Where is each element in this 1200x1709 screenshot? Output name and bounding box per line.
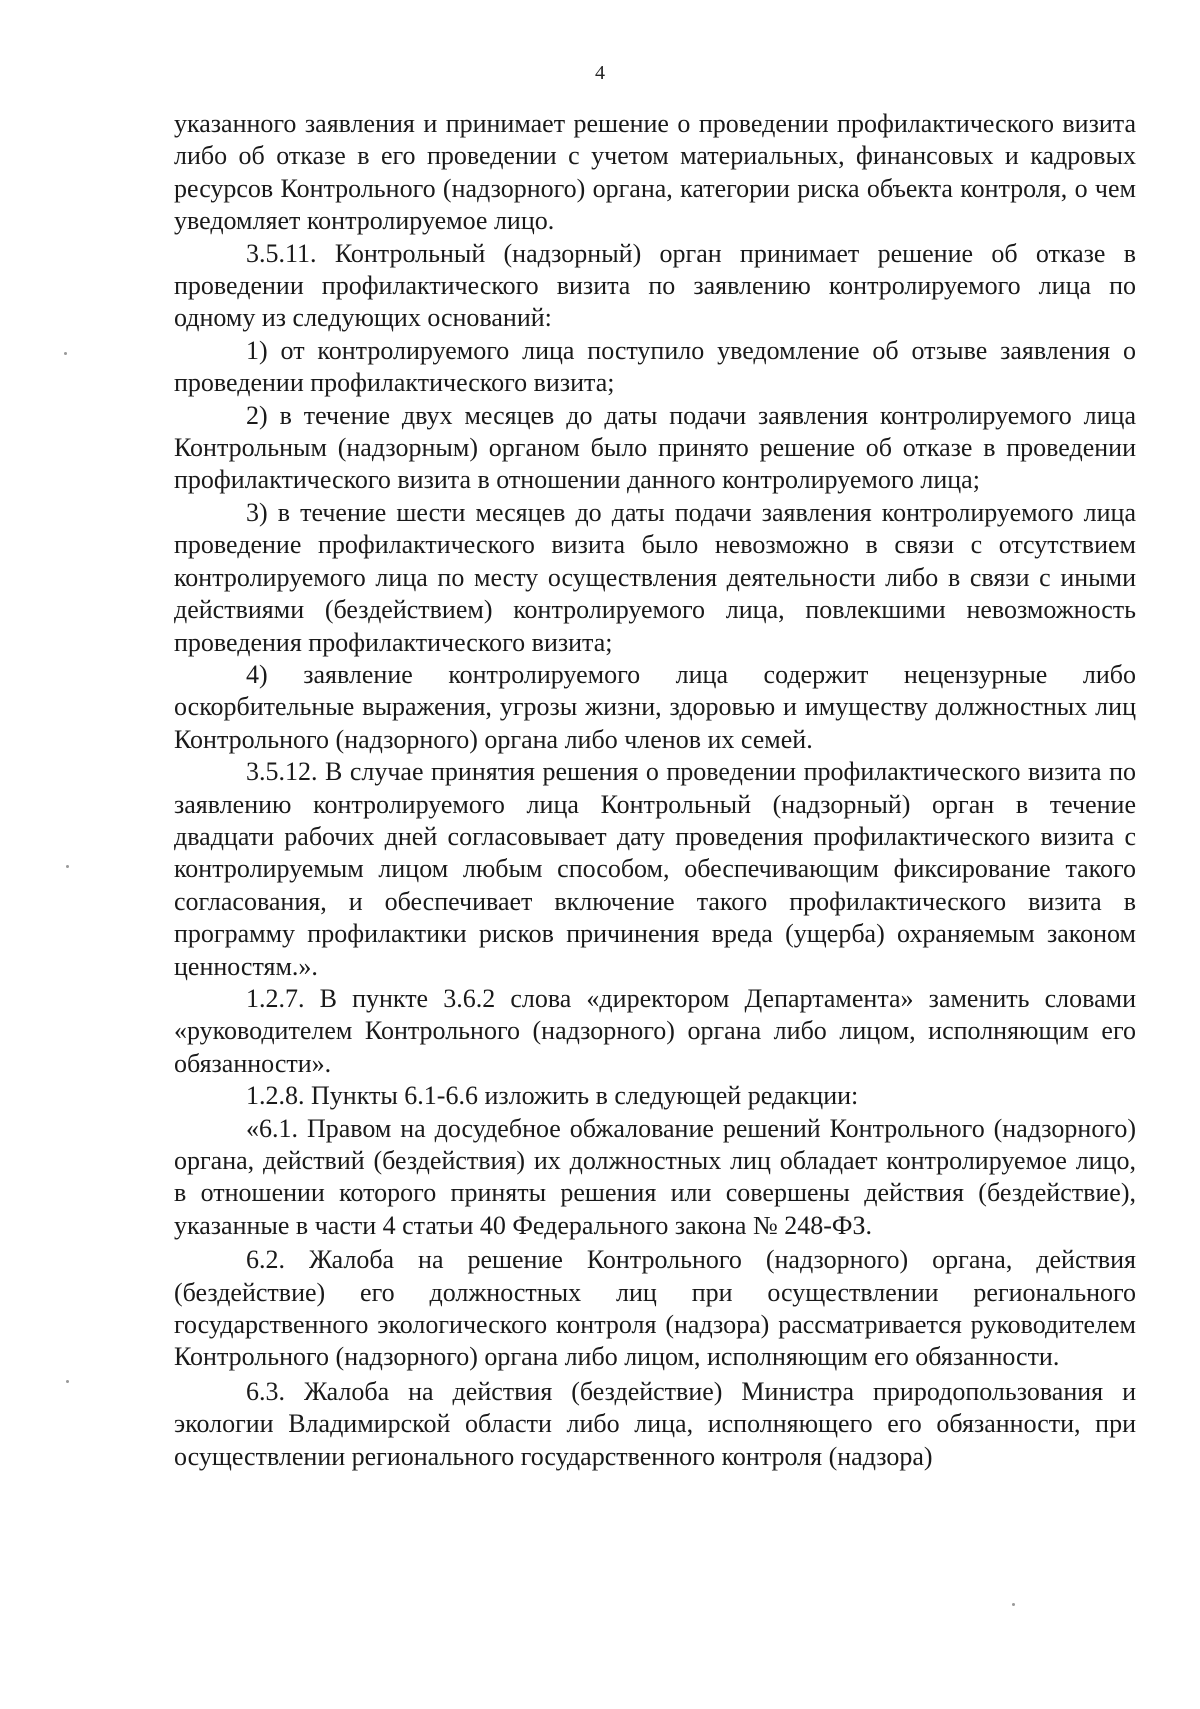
- paragraph-6-3: 6.3. Жалоба на действия (бездействие) Министра природопользования и экологии Владимирской области либо лица, исполняющего его обязанности, при осуществлении регионального государственного контроля (надзора): [174, 1376, 1136, 1471]
- scan-speck: [66, 1380, 69, 1383]
- scan-speck: [64, 352, 67, 355]
- paragraph-1-2-8: 1.2.8. Пункты 6.1-6.6 изложить в следующей редакции:: [246, 1081, 859, 1111]
- page-number: 4: [595, 62, 605, 84]
- paragraph-6-1: «6.1. Правом на досудебное обжалование решений Контрольного (надзорного) органа, действий (бездействия) их должностных лиц обладает контролируемое лицо, в отношении которого приняты решения или совершены действия (бездействие), указанные в части 4 статьи 40 Федерального закона № 248-ФЗ.: [174, 1113, 1136, 1240]
- document-body: [174, 108, 1136, 1473]
- scan-speck: [66, 865, 69, 868]
- paragraph-1-2-7: 1.2.7. В пункте 3.6.2 слова «директором Департамента» заменить словами «руководителем Контрольного (надзорного) органа либо лицом, исполняющим его обязанности».: [174, 983, 1136, 1078]
- paragraph-3-5-12: 3.5.12. В случае принятия решения о проведении профилактического визита по заявлению контролируемого лица Контрольный (надзорный) орган в течение двадцати рабочих дней согласовывает дату проведения профилактического визита с контролируемым лицом любым способом, обеспечивающим фиксирование такого согласования, и обеспечивает включение такого профилактического визита в программу профилактики рисков причинения вреда (ущерба) охраняемым законом ценностям.».: [174, 757, 1136, 981]
- paragraph-item-3: 3) в течение шести месяцев до даты подачи заявления контролируемого лица проведение профилактического визита было невозможно в связи с отсутствием контролируемого лица по месту осуществления деятельности либо в связи с иными действиями (бездействием) контролируемого лица, повлекшими невозможность проведения профилактического визита;: [174, 497, 1136, 657]
- paragraph-continuation: указанного заявления и принимает решение о проведении профилактического визита либо об отказе в его проведении с учетом материальных, финансовых и кадровых ресурсов Контрольного (надзорного) органа, категории риска объекта контроля, о чем уведомляет контролируемое лицо.: [174, 109, 1136, 236]
- scan-speck: [1012, 1603, 1015, 1606]
- paragraph-6-2: 6.2. Жалоба на решение Контрольного (надзорного) органа, действия (бездействие) его должностных лиц при осуществлении регионального государственного экологического контроля (надзора) рассматривается руководителем Контрольного (надзорного) органа либо лицом, исполняющим его обязанности.: [174, 1245, 1136, 1372]
- paragraph-3-5-11: 3.5.11. Контрольный (надзорный) орган принимает решение об отказе в проведении профилактического визита по заявлению контролируемого лица по одному из следующих оснований:: [174, 238, 1136, 333]
- paragraph-item-1: 1) от контролируемого лица поступило уведомление об отзыве заявления о проведении профилактического визита;: [174, 335, 1136, 398]
- paragraph-item-4: 4) заявление контролируемого лица содержит нецензурные либо оскорбительные выражения, угрозы жизни, здоровью и имуществу должностных лиц Контрольного (надзорного) органа либо членов их семей.: [174, 659, 1136, 754]
- paragraph-item-2: 2) в течение двух месяцев до даты подачи заявления контролируемого лица Контрольным (надзорным) органом было принято решение об отказе в проведении профилактического визита в отношении данного контролируемого лица;: [174, 400, 1136, 495]
